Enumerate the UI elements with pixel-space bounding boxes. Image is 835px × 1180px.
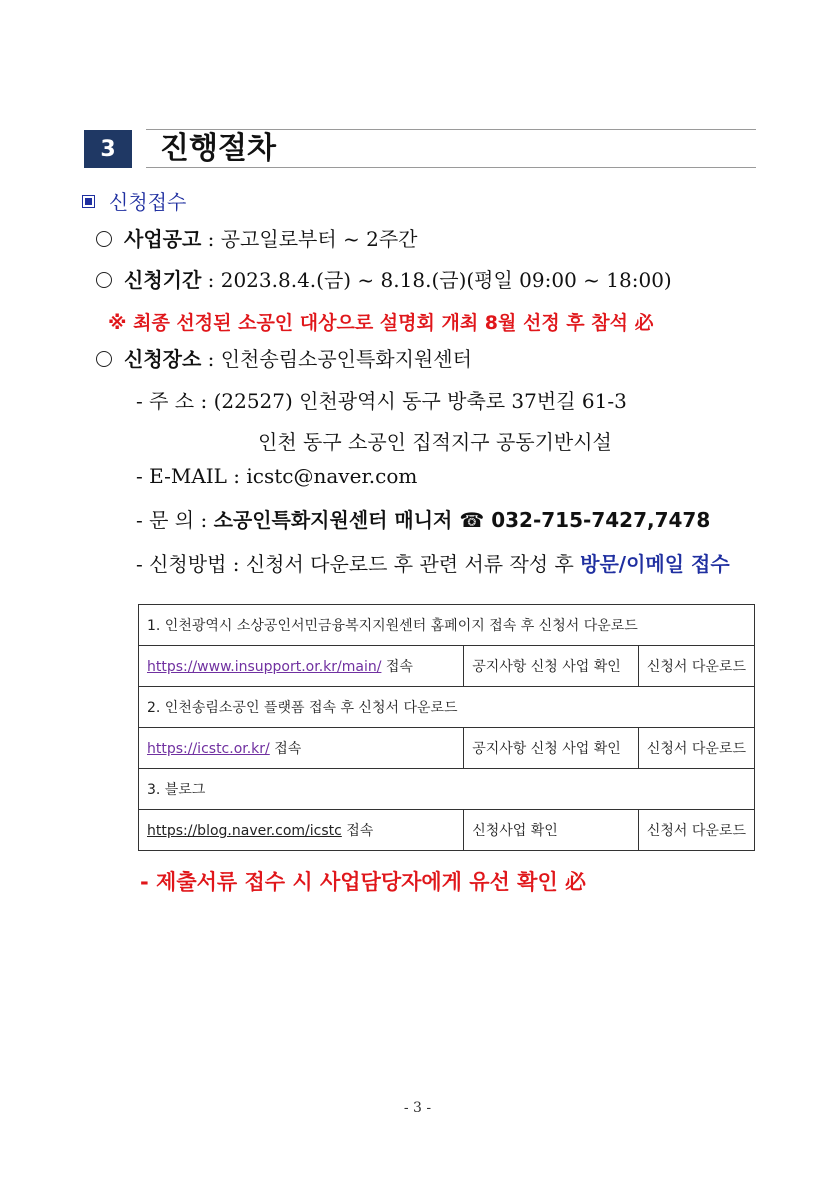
table-cell-download: 신청서 다운로드 [638, 646, 754, 687]
item-value: 인천송림소공인특화지원센터 [220, 347, 472, 371]
method-line [136, 550, 730, 578]
item-place [124, 345, 472, 373]
circle-bullet-icon [96, 272, 112, 288]
site-link[interactable]: https://blog.naver.com/icstc [147, 823, 342, 839]
item-announcement [124, 225, 418, 253]
table-cell-title: 2. 인천송림소공인 플랫폼 접속 후 신청서 다운로드 [139, 687, 755, 728]
item-value: 2023.8.4.(금) ~ 8.18.(금)(평일 09:00 ~ 18:00) [220, 268, 672, 292]
link-suffix: 접속 [341, 823, 374, 839]
item-value: 공고일로부터 ~ 2주간 [220, 227, 418, 251]
table-row [139, 728, 755, 769]
table-row [139, 687, 755, 728]
table-cell-step: 신청사업 확인 [464, 810, 639, 851]
address-label: - 주 소 : [136, 389, 208, 413]
section-title: 진행절차 [160, 131, 276, 166]
address-value: (22527) 인천광역시 동구 방축로 37번길 61-3 [213, 389, 627, 413]
link-suffix: 접속 [269, 741, 302, 757]
item-label: 신청기간 [124, 268, 202, 292]
table-cell-step: 공지사항 신청 사업 확인 [464, 728, 639, 769]
address-line-2: 인천 동구 소공인 집적지구 공동기반시설 [258, 430, 612, 454]
inquiry-value: 소공인특화지원센터 매니저 ☎ 032-715-7427,7478 [213, 508, 711, 532]
table-cell-link [139, 810, 464, 851]
application-table [138, 604, 755, 851]
link-suffix: 접속 [381, 659, 413, 675]
table-row [139, 646, 755, 687]
table-cell-download: 신청서 다운로드 [638, 810, 754, 851]
inquiry-line [136, 506, 710, 534]
item-separator: : [201, 227, 221, 251]
table-cell-download: 신청서 다운로드 [638, 728, 754, 769]
circle-bullet-icon [96, 231, 112, 247]
inquiry-label: - 문 의 : [136, 508, 208, 532]
table-row [139, 769, 755, 810]
item-label: 사업공고 [124, 227, 202, 251]
method-label: - 신청방법 : 신청서 다운로드 후 관련 서류 작성 후 [136, 552, 581, 576]
address-line [136, 387, 627, 415]
method-highlight: 방문/이메일 접수 [580, 552, 730, 576]
table-row [139, 605, 755, 646]
table-cell-step: 공지사항 신청 사업 확인 [464, 646, 639, 687]
subheading: 신청접수 [109, 190, 187, 214]
circle-bullet-icon [96, 351, 112, 367]
item-label: 신청장소 [124, 347, 202, 371]
email-line: - E-MAIL : icstc@naver.com [136, 464, 418, 488]
item-separator: : [201, 268, 221, 292]
selection-notice: ※ 최종 선정된 소공인 대상으로 설명회 개최 8월 선정 후 참석 必 [108, 312, 654, 334]
section-number-badge: 3 [84, 130, 132, 168]
table-cell-link [139, 646, 464, 687]
table-row [139, 810, 755, 851]
item-period [124, 266, 672, 294]
item-separator: : [201, 347, 221, 371]
page-number: - 3 - [403, 1100, 432, 1116]
closing-note: - 제출서류 접수 시 사업담당자에게 유선 확인 必 [140, 870, 587, 894]
site-link[interactable]: https://www.insupport.or.kr/main/ [147, 659, 382, 675]
table-cell-link [139, 728, 464, 769]
site-link[interactable]: https://icstc.or.kr/ [147, 741, 270, 757]
table-cell-title: 1. 인천광역시 소상공인서민금융복지지원센터 홈페이지 접속 후 신청서 다운로드 [139, 605, 755, 646]
square-bullet-icon [82, 195, 95, 208]
table-cell-title: 3. 블로그 [139, 769, 755, 810]
